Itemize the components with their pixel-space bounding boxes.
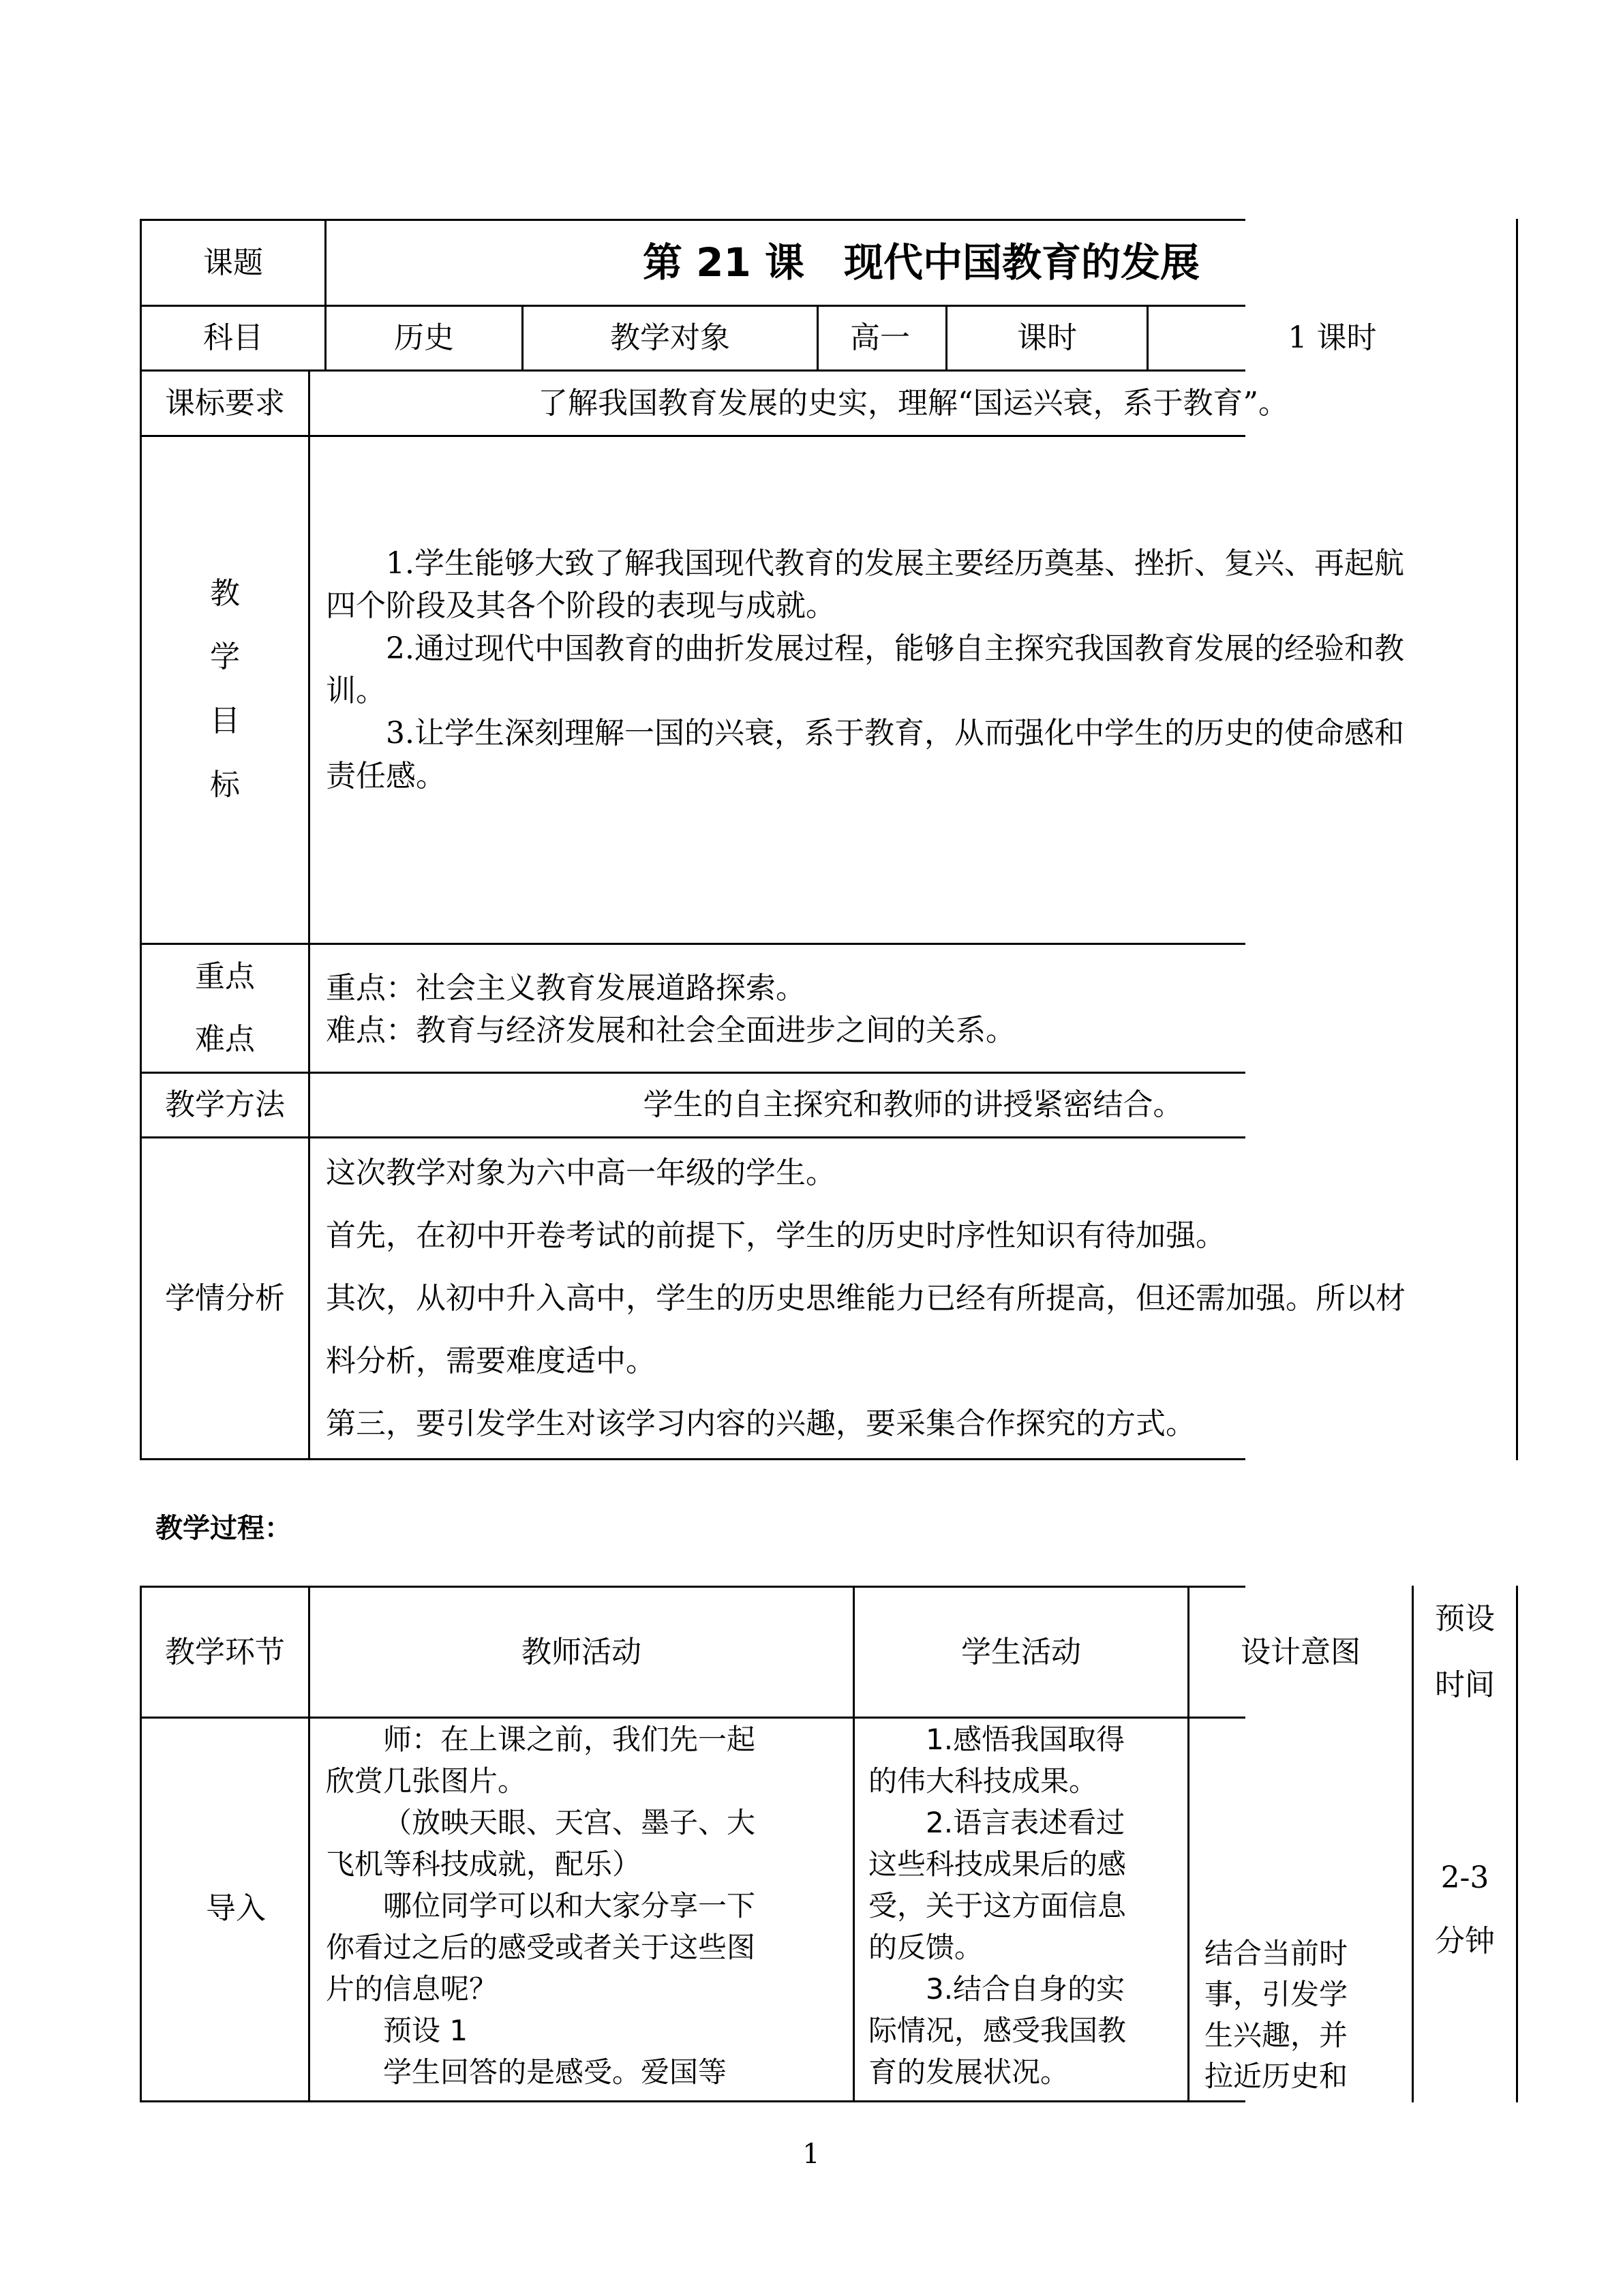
goal-2-line-2: 训。 (326, 674, 386, 708)
teacher-line: 学生回答的是感受。爱国等 (383, 2055, 727, 2089)
difficult-label: 难点 (195, 1022, 255, 1057)
teacher-line: 片的信息呢？ (326, 1972, 498, 2006)
difficult-point: 难点：教育与经济发展和社会全面进步之间的关系。 (326, 1013, 1016, 1048)
standard-label: 课标要求 (165, 385, 285, 421)
subject-label: 科目 (203, 320, 263, 356)
header-stage: 教学环节 (165, 1634, 285, 1670)
teacher-line: 飞机等科技成就，配乐） (326, 1847, 641, 1881)
intent-line: 事，引发学 (1204, 1978, 1348, 2011)
hours-label: 课时 (1017, 320, 1077, 356)
teacher-line: 欣赏几张图片。 (326, 1764, 527, 1798)
student-line: 际情况，感受我国教 (868, 2014, 1127, 2047)
goal-1-line-2: 四个阶段及其各个阶段的表现与成就。 (326, 588, 836, 623)
method-text: 学生的自主探究和教师的讲授紧密结合。 (643, 1087, 1183, 1123)
time-value-2: 分钟 (1435, 1924, 1495, 1959)
subject-value: 历史 (394, 320, 454, 356)
goals-label-char: 教 (210, 576, 240, 611)
intent-line: 拉近历史和 (1204, 2059, 1348, 2093)
student-line: 3.结合自身的实 (926, 1972, 1125, 2006)
header-time-1: 预设 (1435, 1601, 1495, 1637)
key-point: 重点：社会主义教育发展道路探索。 (326, 971, 806, 1006)
student-line: 育的发展状况。 (868, 2055, 1070, 2089)
goals-label-char: 学 (210, 639, 240, 675)
analysis-label: 学情分析 (165, 1280, 285, 1316)
intent-line: 生兴趣，并 (1204, 2019, 1348, 2052)
goal-3-line-1: 3.让学生深刻理解一国的兴衰，系于教育，从而强化中学生的历史的使命感和 (386, 716, 1404, 751)
analysis-line: 第三，要引发学生对该学习内容的兴趣，要采集合作探究的方式。 (326, 1406, 1196, 1441)
title-label: 课题 (203, 245, 263, 280)
goal-1-line-1: 1.学生能够大致了解我国现代教育的发展主要经历奠基、挫折、复兴、再起航 (386, 546, 1404, 581)
time-value-1: 2-3 (1440, 1860, 1489, 1896)
teacher-line: 预设 1 (383, 2014, 468, 2047)
goals-label (142, 437, 308, 943)
analysis-line: 料分析，需要难度适中。 (326, 1344, 656, 1378)
goal-3-line-2: 责任感。 (326, 759, 446, 794)
teacher-line: 你看过之后的感受或者关于这些图 (326, 1931, 756, 1964)
page-number: 1 (802, 2139, 820, 2170)
goals-label-char: 标 (210, 768, 240, 803)
method-label: 教学方法 (165, 1087, 285, 1123)
analysis-line: 其次，从初中升入高中，学生的历史思维能力已经有所提高，但还需加强。所以材 (326, 1281, 1406, 1316)
teacher-line: 哪位同学可以和大家分享一下 (383, 1889, 756, 1922)
teacher-line: 师：在上课之前，我们先一起 (383, 1723, 756, 1756)
student-line: 受，关于这方面信息 (868, 1889, 1127, 1922)
header-time-2: 时间 (1435, 1667, 1495, 1703)
student-line: 的反馈。 (868, 1931, 984, 1964)
goals-label-char: 目 (210, 704, 240, 739)
standard-text: 了解我国教育发展的史实，理解“国运兴衰，系于教育”。 (538, 385, 1288, 421)
lesson-title: 第 21 课 现代中国教育的发展 (642, 239, 1200, 286)
hours-value: 1 课时 (1288, 320, 1377, 356)
goal-2-line-1: 2.通过现代中国教育的曲折发展过程，能够自主探究我国教育发展的经验和教 (386, 631, 1404, 666)
analysis-line: 首先，在初中开卷考试的前提下，学生的历史时序性知识有待加强。 (326, 1218, 1226, 1253)
process-heading: 教学过程： (155, 1513, 292, 1544)
analysis-line: 这次教学对象为六中高一年级的学生。 (326, 1155, 836, 1190)
stage-cell: 导入 (206, 1891, 266, 1927)
header-teacher: 教师活动 (521, 1634, 641, 1670)
key-label: 重点 (195, 959, 255, 995)
student-line: 1.感悟我国取得 (926, 1723, 1125, 1756)
teacher-line: （放映天眼、天宫、墨子、大 (383, 1806, 756, 1839)
header-student: 学生活动 (961, 1634, 1081, 1670)
audience-label: 教学对象 (610, 320, 730, 356)
student-line: 2.语言表述看过 (926, 1806, 1125, 1839)
student-line: 这些科技成果后的感 (868, 1847, 1127, 1881)
student-line: 的伟大科技成果。 (868, 1764, 1098, 1798)
header-intent: 设计意图 (1241, 1634, 1361, 1670)
audience-value: 高一 (850, 320, 910, 356)
intent-line: 结合当前时 (1204, 1937, 1348, 1970)
